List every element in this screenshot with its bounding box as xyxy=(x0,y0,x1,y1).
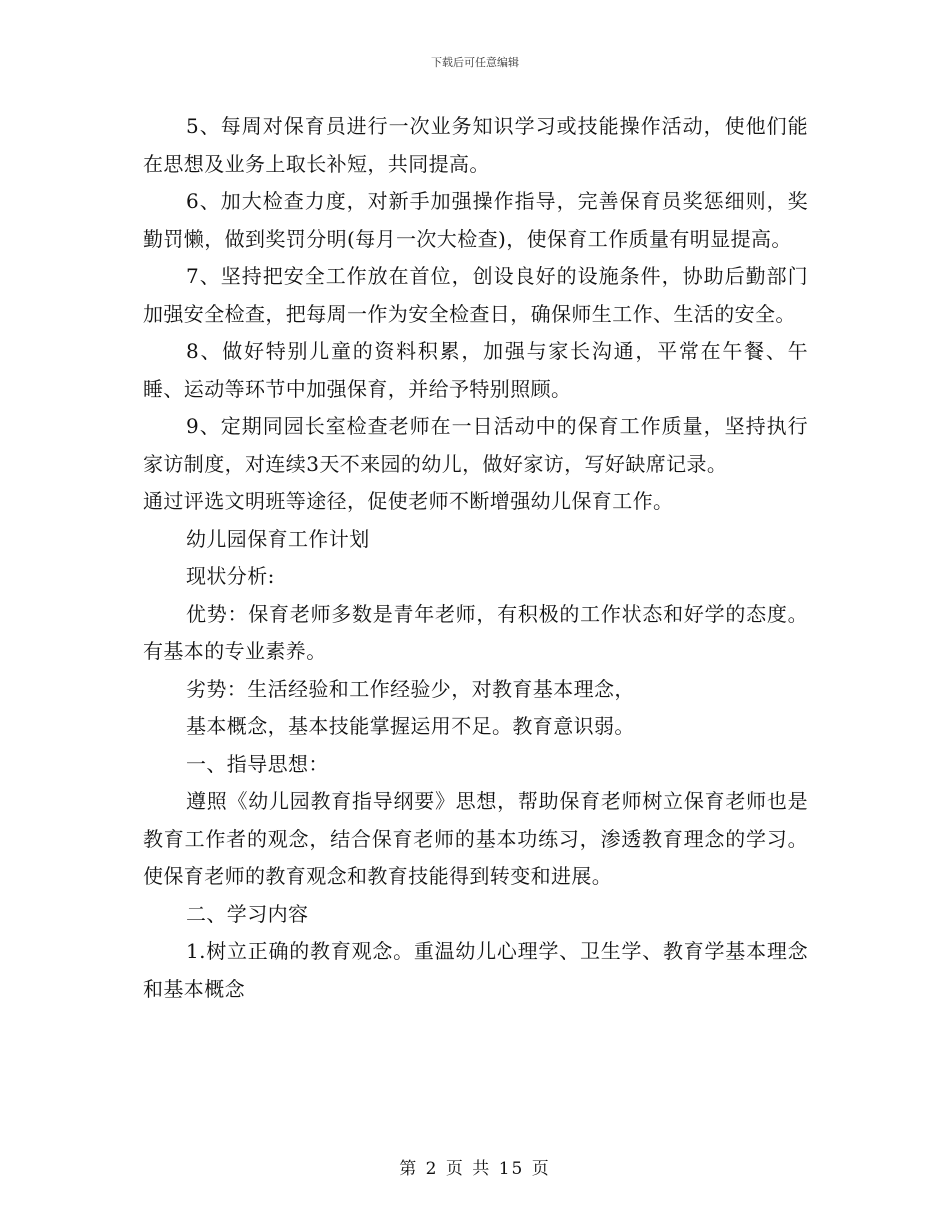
paragraph-item-6: 6、加大检查力度，对新手加强操作指导，完善保育员奖惩细则，奖勤罚懒，做到奖罚分明(每月一次大检查)，使保育工作质量有明显提高。 xyxy=(143,189,808,251)
strengths-paragraph: 优势：保育老师多数是青年老师，有积极的工作状态和好学的态度。有基本的专业素养。 xyxy=(143,601,808,663)
page-number: 第 2 页 共 15 页 xyxy=(399,1159,551,1179)
paragraph-item-7: 7、坚持把安全工作放在首位，创设良好的设施条件，协助后勤部门加强安全检查，把每周一作为安全检查日，确保师生工作、生活的安全。 xyxy=(143,264,808,326)
paragraph-item-5: 5、每周对保育员进行一次业务知识学习或技能操作活动，使他们能在思想及业务上取长补短，共同提高。 xyxy=(143,114,808,176)
guiding-ideology-paragraph: 遵照《幼儿园教育指导纲要》思想，帮助保育老师树立保育老师也是教育工作者的观念，结合保育老师的基本功练习，渗透教育理念的学习。使保育老师的教育观念和教育技能得到转变和进展。 xyxy=(143,789,808,888)
situation-analysis-heading: 现状分析: xyxy=(186,564,275,588)
paragraph-item-8: 8、做好特别儿童的资料积累，加强与家长沟通，平常在午餐、午睡、运动等环节中加强保育，并给予特别照顾。 xyxy=(143,339,808,401)
page-header-note: 下载后可任意编辑 xyxy=(431,56,519,69)
weaknesses-continuation: 基本概念，基本技能掌握运用不足。教育意识弱。 xyxy=(186,714,635,738)
paragraph-item-9: 9、定期同园长室检查老师在一日活动中的保育工作质量，坚持执行家访制度，对连续3天不来园的幼儿，做好家访，写好缺席记录。 xyxy=(143,414,808,476)
paragraph-continuation: 通过评选文明班等途径，促使老师不断增强幼儿保育工作。 xyxy=(143,489,674,513)
learning-content-item-1: 1.树立正确的教育观念。重温幼儿心理学、卫生学、教育学基本理念和基本概念 xyxy=(143,939,808,1001)
section-title: 幼儿园保育工作计划 xyxy=(186,526,370,551)
guiding-ideology-heading: 一、指导思想： xyxy=(186,751,329,776)
weaknesses-paragraph: 劣势：生活经验和工作经验少，对教育基本理念， xyxy=(186,676,635,701)
learning-content-heading: 二、学习内容 xyxy=(186,901,309,926)
document-body xyxy=(143,108,808,1008)
